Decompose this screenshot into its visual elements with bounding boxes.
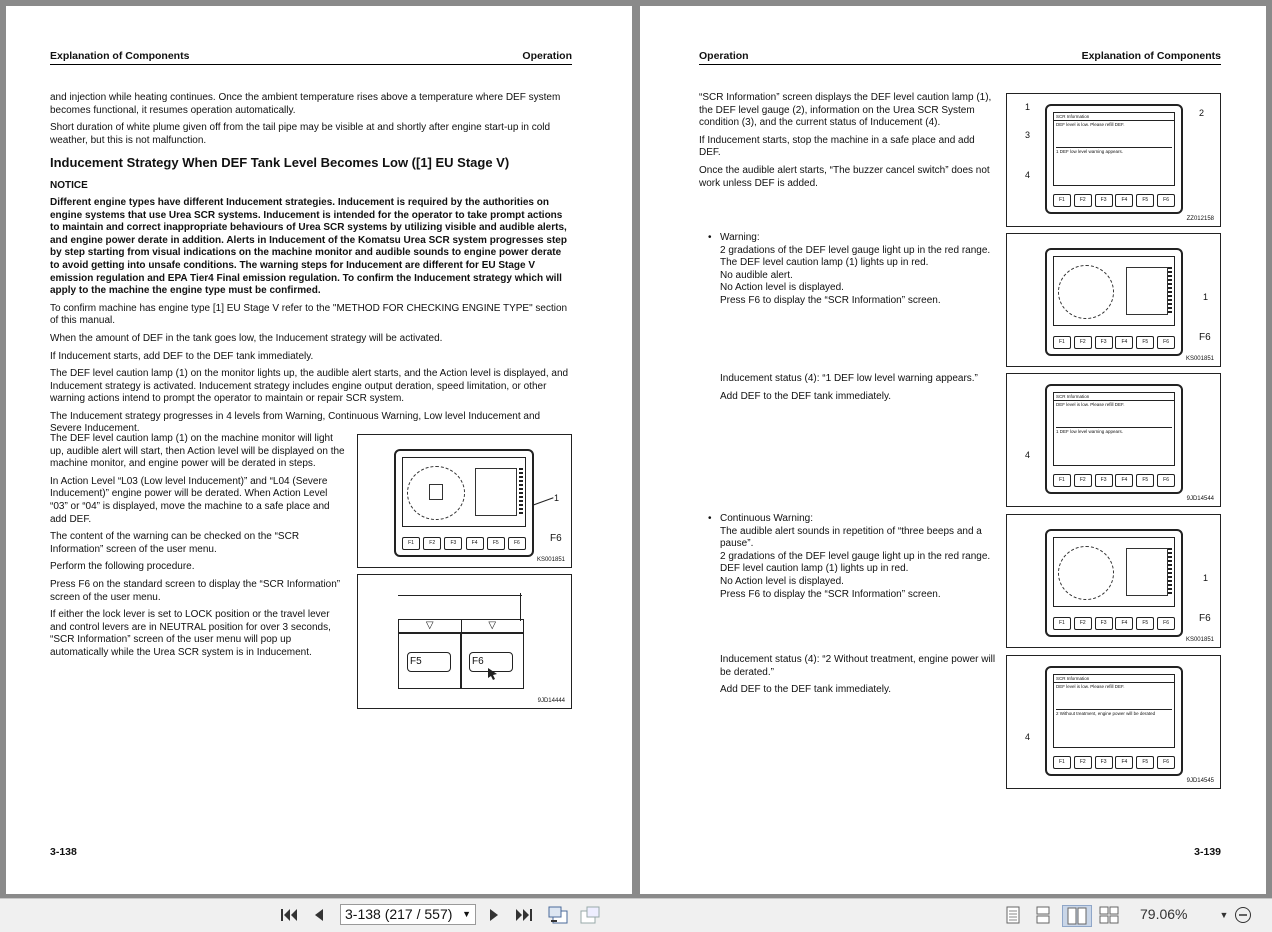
key-f3: F3 <box>1095 474 1113 487</box>
instruction: Add DEF to the DEF tank immediately. <box>720 684 891 696</box>
zoom-level[interactable]: 79.06% <box>1140 906 1188 922</box>
left-text-lower <box>50 433 346 665</box>
callout-1: 1 <box>1203 573 1209 583</box>
leader-line <box>532 497 553 505</box>
callout-1: 1 <box>554 493 560 503</box>
paragraph: Press F6 on the standard screen to display the “SCR Information” screen of the user menu. <box>50 578 341 603</box>
previous-page-icon[interactable] <box>308 905 328 925</box>
key-f4: F4 <box>1115 336 1133 349</box>
line: DEF level caution lamp (1) lights up in red. <box>720 563 909 575</box>
paragraph: To confirm machine has engine type [1] EU Stage V refer to the "METHOD FOR CHECKING ENGINE TYPE" section of this manual. <box>50 302 568 327</box>
running-header-left: Operation <box>699 50 749 62</box>
callout-f6: F6 <box>1199 613 1211 624</box>
figure-f6-button <box>357 574 572 709</box>
continuous-view-icon[interactable] <box>1032 905 1054 925</box>
function-keys <box>1053 756 1175 769</box>
scr-information-screen <box>1053 112 1175 186</box>
figure-code: KS001851 <box>1185 637 1214 643</box>
running-header-right: Explanation of Components <box>1081 50 1221 62</box>
callout-f6: F6 <box>1199 332 1211 343</box>
key-f6: F6 <box>508 537 526 550</box>
two-page-view-icon[interactable] <box>1062 905 1092 927</box>
previous-view-icon[interactable] <box>546 905 570 925</box>
monitor-drawing <box>1045 248 1183 356</box>
figure-code: 9JD14545 <box>1186 778 1214 784</box>
key-f4: F4 <box>1115 194 1133 207</box>
figure-monitor-continuous-warning <box>1006 514 1221 648</box>
paragraph: The Inducement strategy progresses in 4 levels from Warning, Continuous Warning, Low level Inducement and Severe Inducement. <box>50 410 541 435</box>
header-rule <box>50 64 572 65</box>
key-f2: F2 <box>1074 474 1092 487</box>
figure-scr-status-2 <box>1006 655 1221 789</box>
f6-label: F6 <box>469 652 513 672</box>
line: No Action level is displayed. <box>720 575 844 587</box>
document-page-left <box>6 6 632 894</box>
next-view-icon[interactable] <box>578 905 602 925</box>
scr-title: SCR Information <box>1054 675 1174 683</box>
key-f1: F1 <box>402 537 420 550</box>
callout-f6: F6 <box>550 533 562 544</box>
paragraph: If Inducement starts, add DEF to the DEF tank immediately. <box>50 350 314 362</box>
bullet-title: • Warning: <box>720 232 760 243</box>
inducement-status: Inducement status (4): “1 DEF low level warning appears.” <box>720 373 978 384</box>
key-f3: F3 <box>1095 194 1113 207</box>
paragraph: Once the audible alert starts, “The buzzer cancel switch” does not work unless DEF is added. <box>699 164 990 189</box>
key-f4: F4 <box>1115 474 1133 487</box>
status-text: DEF low level warning appears. <box>1059 149 1124 154</box>
figure-monitor-standard <box>357 434 572 568</box>
callout-3: 3 <box>1025 130 1031 140</box>
line: The audible alert sounds in repetition of “three beeps and a pause”. <box>720 525 982 550</box>
document-page-right <box>640 6 1266 894</box>
key-f3: F3 <box>1095 756 1113 769</box>
viewer-toolbar <box>0 898 1272 932</box>
triangle-down-icon: ▽ <box>399 620 462 632</box>
scr-status-row <box>1056 427 1172 434</box>
page-number-value: 3-138 (217 / 557) <box>345 906 453 922</box>
monitor-drawing <box>1045 384 1183 494</box>
key-f5: F5 <box>1136 474 1154 487</box>
key-f1: F1 <box>1053 194 1071 207</box>
softkey-label-row <box>398 619 524 633</box>
figure-code: 9JD14544 <box>1186 496 1214 502</box>
paragraph: “SCR Information” screen displays the DEF level caution lamp (1), the DEF level gauge (2), information on the Urea SCR System condition (3), and the current status of Inducement (4). <box>699 92 992 129</box>
line: No Action level is displayed. <box>720 282 844 294</box>
monitor-screen <box>1053 256 1175 326</box>
key-f3: F3 <box>1095 617 1113 630</box>
key-f2: F2 <box>1074 756 1092 769</box>
chevron-down-icon[interactable]: ▼ <box>462 909 471 919</box>
monitor-drawing <box>1045 104 1183 214</box>
page-number-select[interactable] <box>340 904 476 925</box>
bullet-title: • Continuous Warning: <box>720 513 814 524</box>
next-page-icon[interactable] <box>484 905 504 925</box>
key-f1: F1 <box>1053 617 1071 630</box>
scr-message: DEF level is low. Please refill DEF. <box>1056 402 1125 407</box>
paragraph: and injection while heating continues. Once the ambient temperature rises above a temperature where DEF system becomes functional, it resumes operation automatically. <box>50 92 561 116</box>
key-f6: F6 <box>1157 474 1175 487</box>
line: 2 gradations of the DEF level gauge light up in the red range. <box>720 244 991 256</box>
paragraph: The DEF level caution lamp (1) on the machine monitor will light up, audible alert will start, then Action level will be displayed on the machine monitor, and engine power will be derated in steps. <box>50 433 345 470</box>
callout-4: 4 <box>1025 450 1031 460</box>
paragraph: If Inducement starts, stop the machine in a safe place and add DEF. <box>699 134 975 159</box>
figure-scr-information-callouts <box>1006 93 1221 227</box>
notice-label: NOTICE <box>50 180 88 192</box>
line: Press F6 to display the “SCR Information” screen. <box>720 294 941 306</box>
scr-message: DEF level is low. Please refill DEF. <box>1056 684 1125 689</box>
bullet-continuous-warning <box>704 513 996 601</box>
monitor-screen <box>1053 537 1175 607</box>
key-f1: F1 <box>1053 474 1071 487</box>
key-f6: F6 <box>1157 336 1175 349</box>
line: 2 gradations of the DEF level gauge light up in the red range. <box>720 550 991 562</box>
figure-code: KS001851 <box>1185 356 1214 362</box>
scr-title: SCR Information <box>1054 393 1174 401</box>
notice-text: Different engine types have different Inducement strategies. Inducement is required by the authorities on engine systems that use Urea SCR systems. Inducement is intended for the operator to take prompt actions to maintain and correct inappropriate behaviours of Urea SCR systems by utilizing visible and audible alerts, and engine power derate in addition. Alerts in Inducement of the Komatsu Urea SCR system progresses step by step starting from visual indications on the machine monitor and audible sounds to engine power derate to avoid getting into unsafe conditions. The warning steps for Inducement are different for EU Stage V emission regulation and EPA Tier4 Final emission regulation. To confirm the Inducement strategy which will apply to the machine the engine type must be confirmed. <box>50 196 567 297</box>
status-number: 2 <box>1056 711 1059 716</box>
key-f5: F5 <box>1136 617 1154 630</box>
key-f2: F2 <box>1074 617 1092 630</box>
key-f2: F2 <box>1074 336 1092 349</box>
key-f3: F3 <box>444 537 462 550</box>
single-page-view-icon[interactable] <box>1002 905 1024 925</box>
function-keys <box>1053 474 1175 487</box>
continuous-warning-section <box>704 513 996 601</box>
key-f4: F4 <box>1115 617 1133 630</box>
paragraph: When the amount of DEF in the tank goes low, the Inducement strategy will be activated. <box>50 332 443 344</box>
paragraph: The DEF level caution lamp (1) on the monitor lights up, the audible alert starts, and the Action level is displayed, and Inducement strategy is activated. Inducement strategy includes engine output deration, speed limitation, or other warning actions intend to prompt the operator to maintain or repair SCR system. <box>50 368 569 405</box>
def-level-gauge <box>1168 267 1172 315</box>
line: The DEF level caution lamp (1) lights up in red. <box>720 257 929 269</box>
callout-1: 1 <box>1203 292 1209 302</box>
monitor-drawing <box>394 449 534 557</box>
monitor-drawing <box>1045 529 1183 637</box>
status-section-1 <box>720 373 996 408</box>
key-f1: F1 <box>1053 336 1071 349</box>
callout-2: 2 <box>1199 108 1205 118</box>
paragraph: The content of the warning can be checked on the “SCR Information” screen of the user menu. <box>50 531 300 555</box>
zoom-dropdown-icon[interactable]: ▼ <box>1219 910 1229 920</box>
key-f2: F2 <box>1074 194 1092 207</box>
scr-information-screen <box>1053 392 1175 466</box>
camera-view-box <box>1126 548 1168 596</box>
running-header-left: Explanation of Components <box>50 50 190 62</box>
function-keys <box>1053 194 1175 207</box>
right-intro <box>699 92 997 195</box>
machine-top-icon <box>429 484 443 500</box>
first-page-icon[interactable] <box>278 905 300 925</box>
section-heading: Inducement Strategy When DEF Tank Level Becomes Low ([1] EU Stage V) <box>50 155 510 171</box>
scr-information-screen <box>1053 674 1175 748</box>
left-text-top <box>50 92 572 441</box>
f5-key <box>398 633 462 689</box>
machine-view-icon <box>1058 546 1114 600</box>
status-number: 1 <box>1056 429 1059 434</box>
finger-press-icon <box>485 664 501 680</box>
status-section-2 <box>720 654 996 702</box>
f5-label: F5 <box>407 652 451 672</box>
function-keys <box>1053 336 1175 349</box>
figure-code: 9JD14444 <box>537 698 565 704</box>
paragraph: If either the lock lever is set to LOCK position or the travel lever and control levers are in NEUTRAL position for over 3 seconds, “SCR Information” screen of the user menu will pop up automatically while the Urea SCR system is in Inducement. <box>50 609 331 658</box>
callout-4: 4 <box>1025 732 1031 742</box>
function-keys <box>1053 617 1175 630</box>
scr-title: SCR Information <box>1054 113 1174 121</box>
scr-message: DEF level is low. Please refill DEF. <box>1056 122 1125 127</box>
figure-scr-status-1 <box>1006 373 1221 507</box>
scr-status-row <box>1056 709 1172 716</box>
key-f3: F3 <box>1095 336 1113 349</box>
status-text: Without treatment, engine power will be derated <box>1059 711 1156 716</box>
triangle-down-icon: ▽ <box>488 620 497 631</box>
key-f5: F5 <box>1136 194 1154 207</box>
function-keys <box>402 537 526 550</box>
key-f2: F2 <box>423 537 441 550</box>
paragraph: Short duration of white plume given off from the tail pipe may be visible at and shortly after engine start-up in cold weather, but this is not malfunction. <box>50 122 551 146</box>
key-f1: F1 <box>1053 756 1071 769</box>
instruction: Add DEF to the DEF tank immediately. <box>720 390 891 402</box>
running-header-right: Operation <box>522 50 572 62</box>
last-page-icon[interactable] <box>512 905 536 925</box>
figure-code: ZZ012158 <box>1186 216 1214 222</box>
key-f4: F4 <box>466 537 484 550</box>
line: No audible alert. <box>720 269 793 281</box>
two-page-continuous-view-icon[interactable] <box>1098 905 1120 925</box>
zoom-out-icon[interactable] <box>1232 905 1254 925</box>
key-f6: F6 <box>1157 756 1175 769</box>
page-number: 3-138 <box>50 846 77 858</box>
panel-edge-line <box>520 593 521 621</box>
paragraph: In Action Level “L03 (Low level Inducement)” and “L04 (Severe Inducement)” engine power will be derated. When Action Level “03” or “04” is displayed, move the machine to a safe place and add DEF. <box>50 475 330 525</box>
key-f6: F6 <box>1157 194 1175 207</box>
inducement-status: Inducement status (4): “2 Without treatment, engine power will be derated.” <box>720 654 996 678</box>
scr-status-row <box>1056 147 1172 154</box>
callout-4: 4 <box>1025 170 1031 180</box>
bullet-warning <box>704 232 996 308</box>
camera-view-box <box>475 468 517 516</box>
warning-section <box>704 232 996 308</box>
callout-1: 1 <box>1025 102 1031 112</box>
key-f5: F5 <box>1136 336 1154 349</box>
line: Press F6 to display the “SCR Information” screen. <box>720 588 941 600</box>
status-number: 1 <box>1056 149 1059 154</box>
def-level-gauge <box>1168 548 1172 596</box>
key-f5: F5 <box>487 537 505 550</box>
def-level-gauge <box>519 468 523 516</box>
key-f6: F6 <box>1157 617 1175 630</box>
status-text: DEF low level warning appears. <box>1059 429 1124 434</box>
header-rule <box>699 64 1221 65</box>
key-f5: F5 <box>1136 756 1154 769</box>
page-number: 3-139 <box>1194 846 1221 858</box>
monitor-drawing <box>1045 666 1183 776</box>
figure-code: KS001851 <box>536 557 565 563</box>
monitor-screen <box>402 457 526 527</box>
figure-monitor-warning <box>1006 233 1221 367</box>
paragraph: Perform the following procedure. <box>50 561 195 573</box>
machine-view-icon <box>1058 265 1114 319</box>
key-f4: F4 <box>1115 756 1133 769</box>
panel-edge-line <box>398 595 522 596</box>
f6-key <box>460 633 524 689</box>
camera-view-box <box>1126 267 1168 315</box>
